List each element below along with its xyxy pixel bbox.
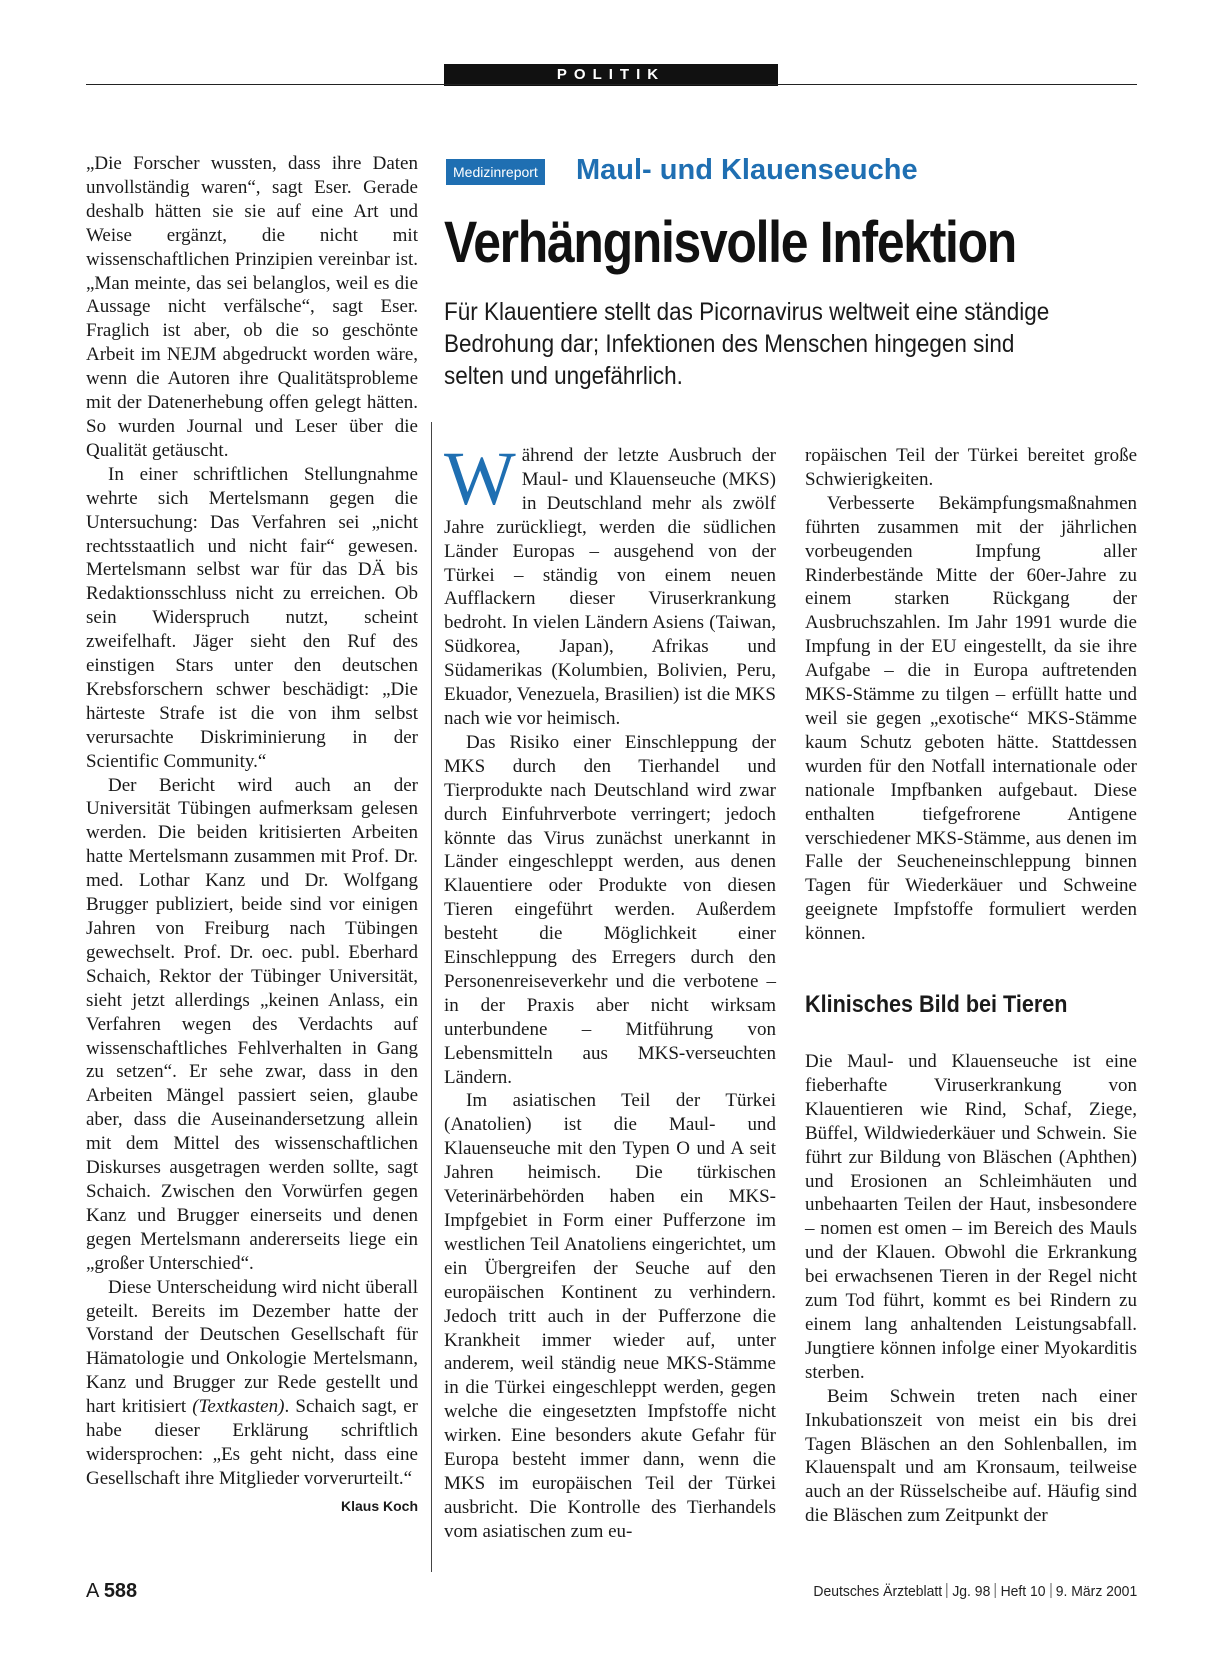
section-label: POLITIK — [444, 64, 778, 86]
footer-separator — [1050, 1583, 1051, 1598]
journal-name: Deutsches Ärzteblatt — [813, 1583, 942, 1600]
column-divider — [431, 422, 432, 1572]
page-prefix: A — [86, 1580, 99, 1602]
left-paragraph-3: Der Bericht wird auch an der Universität Tübingen aufmerksam gelesen werden. Die beiden kritisierten Arbeiten hatte Mertelsmann zusammen mit Prof. Dr. med. Lothar Kanz und Dr. Wolfgang Brugger publiziert, beide sind vor einigen Jahren von Freiburg nach Tübingen gewechselt. Prof. Dr. oec. publ. Eberhard Schaich, Rektor der Tübinger Universität, sieht jetzt allerdings „keinen Anlass, ein Verfahren wegen des Verdachts auf wissenschaftliches Fehlverhalten in Gang zu setzen“. Er sehe zwar, dass in den Arbeiten Mängel passiert seien, glaube aber, dass die Auseinandersetzung allein mit dem Mittel des wissenschaftlichen Diskurses ausgetragen werden sollte, sagt Schaich. Zwischen den Vorwürfen gegen Kanz und Brugger einerseits und denen gegen Mertelsmann andererseits liege ein „großer Unterschied“. — [86, 774, 418, 1274]
journal-volume: Jg. 98 — [952, 1583, 991, 1600]
article-title: Verhängnisvolle Infektion — [444, 210, 1016, 275]
header-rule — [86, 84, 1137, 85]
footer-citation — [813, 1583, 1137, 1600]
subheading: Klinisches Bild bei Tieren — [805, 991, 1068, 1019]
middle-paragraph-1-text: ährend der letzte Ausbruch der Maul- und Klauenseuche (MKS) in Deutschland mehr als zwölf Jahre zurückliegt, werden die südlichen Länder Europas – ausgehend von der Türkei – ständig von einem neuen Aufflackern dieser Viruserkrankung bedroht. In vielen Ländern Asiens (Taiwan, Südkorea, Japan), Afrikas und Südamerikas (Kolumbien, Bolivien, Peru, Ekuador, Venezuela, Brasilien) ist die MKS nach wie vor heimisch. — [444, 445, 776, 729]
article-lead: Für Klauentiere stellt das Picornavirus weltweit eine ständige Bedrohung dar; Infektionen des Menschen hingegen sind selten und ungefährlich. — [444, 298, 1050, 390]
author-byline: Klaus Koch — [340, 1497, 418, 1514]
textkasten-reference: (Textkasten) — [192, 1396, 285, 1418]
middle-paragraph-2: Das Risiko einer Einschleppung der MKS durch den Tierhandel und Tierprodukte nach Deutschland wird zwar durch Einfuhrverbote verringert; jedoch könnte das Virus zunächst unerkannt in Länder eingeschleppt werden, aus denen Klauentiere oder Produkte von diesen Tieren eingeführt werden. Außerdem besteht die Möglichkeit einer Einschleppung des Erregers durch den Personenreiseverkehr und die verbotene – in der Praxis aber nicht wirksam unterbundene – Mitführung von Lebensmitteln aus MKS-verseuchten Ländern. — [444, 731, 776, 1088]
journal-issue: Heft 10 — [1000, 1583, 1046, 1600]
footer-separator — [995, 1583, 996, 1598]
right-paragraph-4: Beim Schwein treten nach einer Inkubationszeit von meist ein bis drei Tagen Bläschen an den Sohlenballen, im Klauenspalt und am Kronsaum, teilweise auch an der Rüsselscheibe auf. Häufig sind die Bläschen zum Zeitpunkt der — [805, 1385, 1137, 1527]
middle-paragraph-1 — [444, 437, 776, 731]
page-number — [86, 1580, 137, 1603]
kicker-title: Maul- und Klauenseuche — [576, 154, 918, 186]
left-paragraph-4-end: . Schaich sagt, er habe dieser Erklärung schriftlich widersprochen: „Es geht nicht, dass eine Gesellschaft ihre Mitglieder vorverurteilt.“ — [86, 1396, 418, 1489]
left-paragraph-4 — [86, 1276, 418, 1514]
dropcap: W — [444, 437, 516, 521]
left-column — [86, 152, 418, 1519]
left-paragraph-4-text: Diese Unterscheidung wird nicht überall geteilt. Bereits im Dezember hatte der Vorstand der Deutschen Gesellschaft für Hämatologie und Onkologie Mertelsmann, Kanz und Brugger zur Rede gestellt und hart kritisiert — [86, 1276, 418, 1418]
right-paragraph-3: Die Maul- und Klauenseuche ist eine fieberhafte Viruserkrankung von Klauentieren wie Rind, Schaf, Ziege, Büffel, Wildwiederkäuer und Schwein. Sie führt zur Bildung von Bläschen (Aphthen) und Erosionen an Schleimhäuten und unbehaarten Teilen der Haut, insbesondere – nomen est omen – im Bereich des Mauls und der Klauen. Obwohl die Erkrankung bei erwachsenen Tieren in der Regel nicht zum Tod führt, kommt es bei Rindern zu einem lang anhaltenden Leistungsabfall. Jungtiere können infolge einer Myokarditis sterben. — [805, 1051, 1137, 1383]
middle-paragraph-3: Im asiatischen Teil der Türkei (Anatolien) ist die Maul- und Klauenseuche mit den Typen O und A seit Jahren heimisch. Die türkischen Veterinärbehörden haben ein MKS-Impfgebiet in Form einer Pufferzone im westlichen Teil Anatoliens eingerichtet, um ein Übergreifen der Seuche auf den europäischen Kontinent zu verhindern. Jedoch tritt auch in der Pufferzone die Krankheit immer wieder auf, unter anderem, weil ständig neue MKS-Stämme in die Türkei eingeschleppt werden, gegen welche die eingesetzten Impfstoffe nicht wirken. Eine besonders akute Gefahr für Europa besteht immer dann, wenn die MKS im europäischen Teil der Türkei ausbricht. Die Kontrolle des Tierhandels vom asiatischen zum eu- — [444, 1090, 776, 1542]
middle-column — [444, 437, 776, 1544]
right-paragraph-1: ropäischen Teil der Türkei bereitet große Schwierigkeiten. — [805, 445, 1137, 490]
right-paragraph-2: Verbesserte Bekämpfungsmaßnahmen führten zusammen mit der jährlichen vorbeugenden Impfung aller Rinderbestände Mitte der 60er-Jahre zu einem starken Rückgang der Ausbruchszahlen. Im Jahr 1991 wurde die Impfung in der EU eingestellt, da sie ihre Aufgabe – die in Europa auftretenden MKS-Stämme zu tilgen – erfüllt hatte und weil sie gegen „exotische“ MKS-Stämme kaum Schutz geboten hätte. Stattdessen wurden für den Notfall internationale oder nationale Impfbanken aufgebaut. Diese enthalten tiefgefrorene Antigene verschiedener MKS-Stämme, aus denen im Falle der Seucheneinschleppung binnen Tagen für Wiederkäuer und Schweine geeignete Impfstoffe formuliert werden können. — [805, 492, 1137, 945]
right-column — [805, 444, 1137, 1528]
left-paragraph-2: In einer schriftlichen Stellungnahme wehrte sich Mertelsmann gegen die Untersuchung: Das Verfahren sei „nicht rechtsstaatlich und nicht fair“ gewesen. Mertelsmann selbst war für das DÄ bis Redaktionsschluss nicht zu erreichen. Ob sein Widerspruch nutzt, scheint zweifelhaft. Jäger sieht den Ruf des einstigen Stars unter den deutschen Krebsforschern schwer beschädigt: „Die härteste Strafe ist die von ihm selbst verursachte Diskriminierung in der Scientific Community.“ — [86, 463, 418, 772]
page-number-value: 588 — [103, 1580, 138, 1602]
left-paragraph-1: „Die Forscher wussten, dass ihre Daten unvollständig waren“, sagt Eser. Gerade deshalb hätten sie sie auf eine Art und Weise ergänzt, die nicht mit wissenschaftlichen Prinzipien vereinbar ist. „Man meinte, das sei belanglos, weil es die Aussage nicht verfälsche“, sagt Eser. Fraglich ist aber, ob die so geschönte Arbeit im NEJM abgedruckt worden wäre, wenn die Autoren ihre Qualitätsprobleme mit der Datenerhebung offen gelegt hätten. So wurden Journal und Leser über die Qualität getäuscht. — [86, 153, 418, 461]
footer-separator — [947, 1583, 948, 1598]
journal-date: 9. März 2001 — [1055, 1583, 1137, 1600]
rubric-badge: Medizinreport — [446, 159, 545, 185]
